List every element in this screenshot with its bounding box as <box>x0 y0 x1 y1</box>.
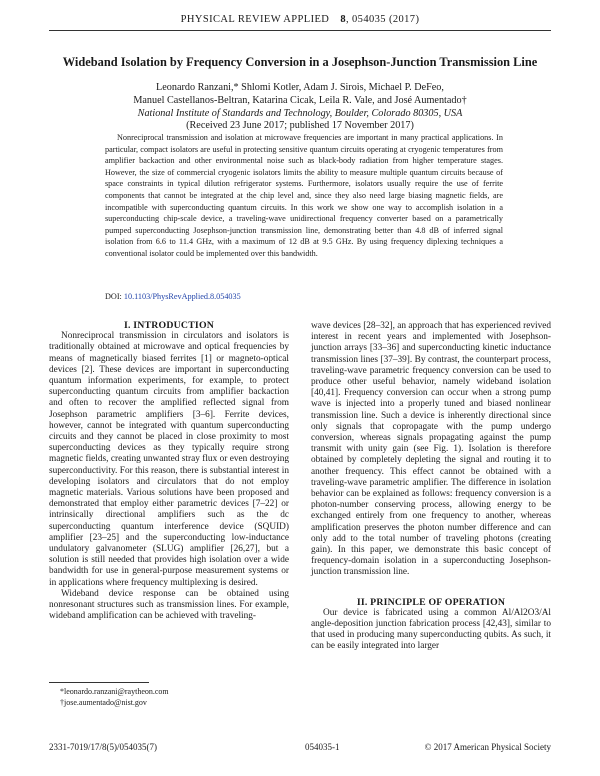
intro-paragraph-1: Nonreciprocal transmission in circulators and isolators is traditionally obtained at microwave and optical frequencies by means of magnetically biased ferrites [1] or magneto-optical devices [2]. These devices are important in superconducting quantum information experiments, for example, to protect superconducting quantum circuits from amplifier backaction and often to recover the amplified reflected signal from Josephson parametric amplifiers [3–6]. Ferrite devices, however, cannot be integrated with quantum superconducting circuits and they cannot be placed in close proximity to most superconducting devices as they typically require strong magnetic fields, creating unwanted stray flux or even destroying superconductivity. For this reason, there is substantial interest in developing isolators and circulators that do not employ magnetic materials. Various solutions have been proposed and demonstrated that employ either parametric devices [7–22] or intrinsically directional amplifiers such as the dc superconducting quantum interference device (SQUID) amplifier [23–25] and the superconducting low-inductance undulatory galvanometer (SLUG) amplifier [26,27], but a solution is still needed that provides high isolation over a wide bandwidth for use in general-purpose measurement systems or in applications where frequency multiplexing is desired. <box>49 331 289 588</box>
doi-label: DOI: <box>105 292 124 301</box>
footnote-rule <box>49 682 149 683</box>
received-dates: (Received 23 June 2017; published 17 November 2017) <box>186 120 414 132</box>
left-column <box>49 320 289 622</box>
principle-paragraph-1: Our device is fabricated using a common Al/Al2O3/Al angle-deposition junction fabrication process [42,43], similar to that used in producing many superconducting qubits. As such, it can be easily integrated into larger <box>311 607 551 652</box>
journal-name: PHYSICAL REVIEW APPLIED <box>180 14 330 25</box>
abstract <box>105 132 503 260</box>
doi-line <box>105 292 241 301</box>
article-number: , 054035 (2017) <box>345 14 420 25</box>
doi-link[interactable]: 10.1103/PhysRevApplied.8.054035 <box>123 292 241 301</box>
section-heading-introduction: I. INTRODUCTION <box>123 320 215 331</box>
front-matter <box>40 82 560 133</box>
authors-line-1: Leonardo Ranzani,* Shlomi Kotler, Adam J. Sirois, Michael P. DeFeo, <box>156 82 444 93</box>
footnote-email-1[interactable]: *leonardo.ranzani@raytheon.com <box>60 687 169 696</box>
running-header <box>0 14 600 25</box>
abstract-text: Nonreciprocal transmission and isolation at microwave frequencies are important in many practical applications. In particular, compact isolators are useful in protecting sensitive quantum circuits operating at cryogenic temperatures from amplifier backaction and other environmental noise such as black-body radiation from higher temperature stages. However, the size of commercial cryogenic isolators limits the ability to measure multiple quantum circuits because of space constraints in typical dilution refrigerator systems. Furthermore, isolators usually require the use of ferrite components that cannot be integrated at the chip level and, since they also need large biasing magnetic fields, are incompatible with superconducting quantum circuits. In this work we show one way to accomplish isolation in a superconducting chip-scale device, a traveling-wave unidirectional frequency converter based on a parametrically pumped superconducting Josephson-junction transmission line, demonstrating better than 4.8 dB of inferred signal isolation from 6.6 to 11.4 GHz, with a maximum of 12 dB at 9.5 GHz. By using frequency diplexing techniques a conventional isolator could be implemented over this bandwidth. <box>105 133 503 258</box>
page-number: 054035-1 <box>305 742 340 752</box>
intro-paragraph-continued: wave devices [28–32], an approach that has experienced revived interest in recent years and implemented with Josephson-junction arrays [33–36] and superconducting kinetic inductance transmission lines [37–39]. By contrast, the counterpart process, traveling-wave parametric frequency conversion can be used to produce other useful behavior, namely wideband isolation [40,41]. Frequency conversion can occur when a strong pump wave is injected into a properly tuned and biased nonlinear transmission line. Such a device is inherently directional since only signals that copropagate with the pump undergo conversion, whereas signals propagating against the pump transmit with unity gain (see Fig. 1). Isolation is therefore obtained by completely depleting the signal and routing it to another frequency. This effect cannot be obtained with a traveling-wave parametric amplifier. The difference in isolation behavior can be explained as follows: frequency conversion is a photon-number conserving process, allowing energy to be exchanged entirely from one frequency to another, whereas amplification preserves the photon number difference and can only add to the total number of traveling photons (creating gain). In this paper, we demonstrate this basic concept of frequency-domain isolation in a superconducting Josephson-junction transmission line. <box>311 321 551 578</box>
section-heading-principle: II. PRINCIPLE OF OPERATION <box>356 596 506 608</box>
authors-line-2: Manuel Castellanos-Beltran, Katarina Cicak, Leila R. Vale, and José Aumentado† <box>133 94 467 106</box>
affiliation: National Institute of Standards and Technology, Boulder, Colorado 80305, USA <box>137 107 463 119</box>
copyright: © 2017 American Physical Society <box>424 742 551 752</box>
footnotes <box>60 686 169 708</box>
footer-issn: 2331-7019/17/8(5)/054035(7) <box>49 742 157 752</box>
volume-number: 8 <box>340 14 346 25</box>
right-column <box>311 321 551 653</box>
footnote-email-2[interactable]: †jose.aumentado@nist.gov <box>60 698 147 707</box>
intro-paragraph-2: Wideband device response can be obtained using nonresonant structures such as transmission lines. For example, wideband amplification can be achieved with traveling- <box>49 588 289 622</box>
paper-title: Wideband Isolation by Frequency Conversion in a Josephson-Junction Transmission Line <box>62 55 538 69</box>
header-rule <box>49 30 551 31</box>
